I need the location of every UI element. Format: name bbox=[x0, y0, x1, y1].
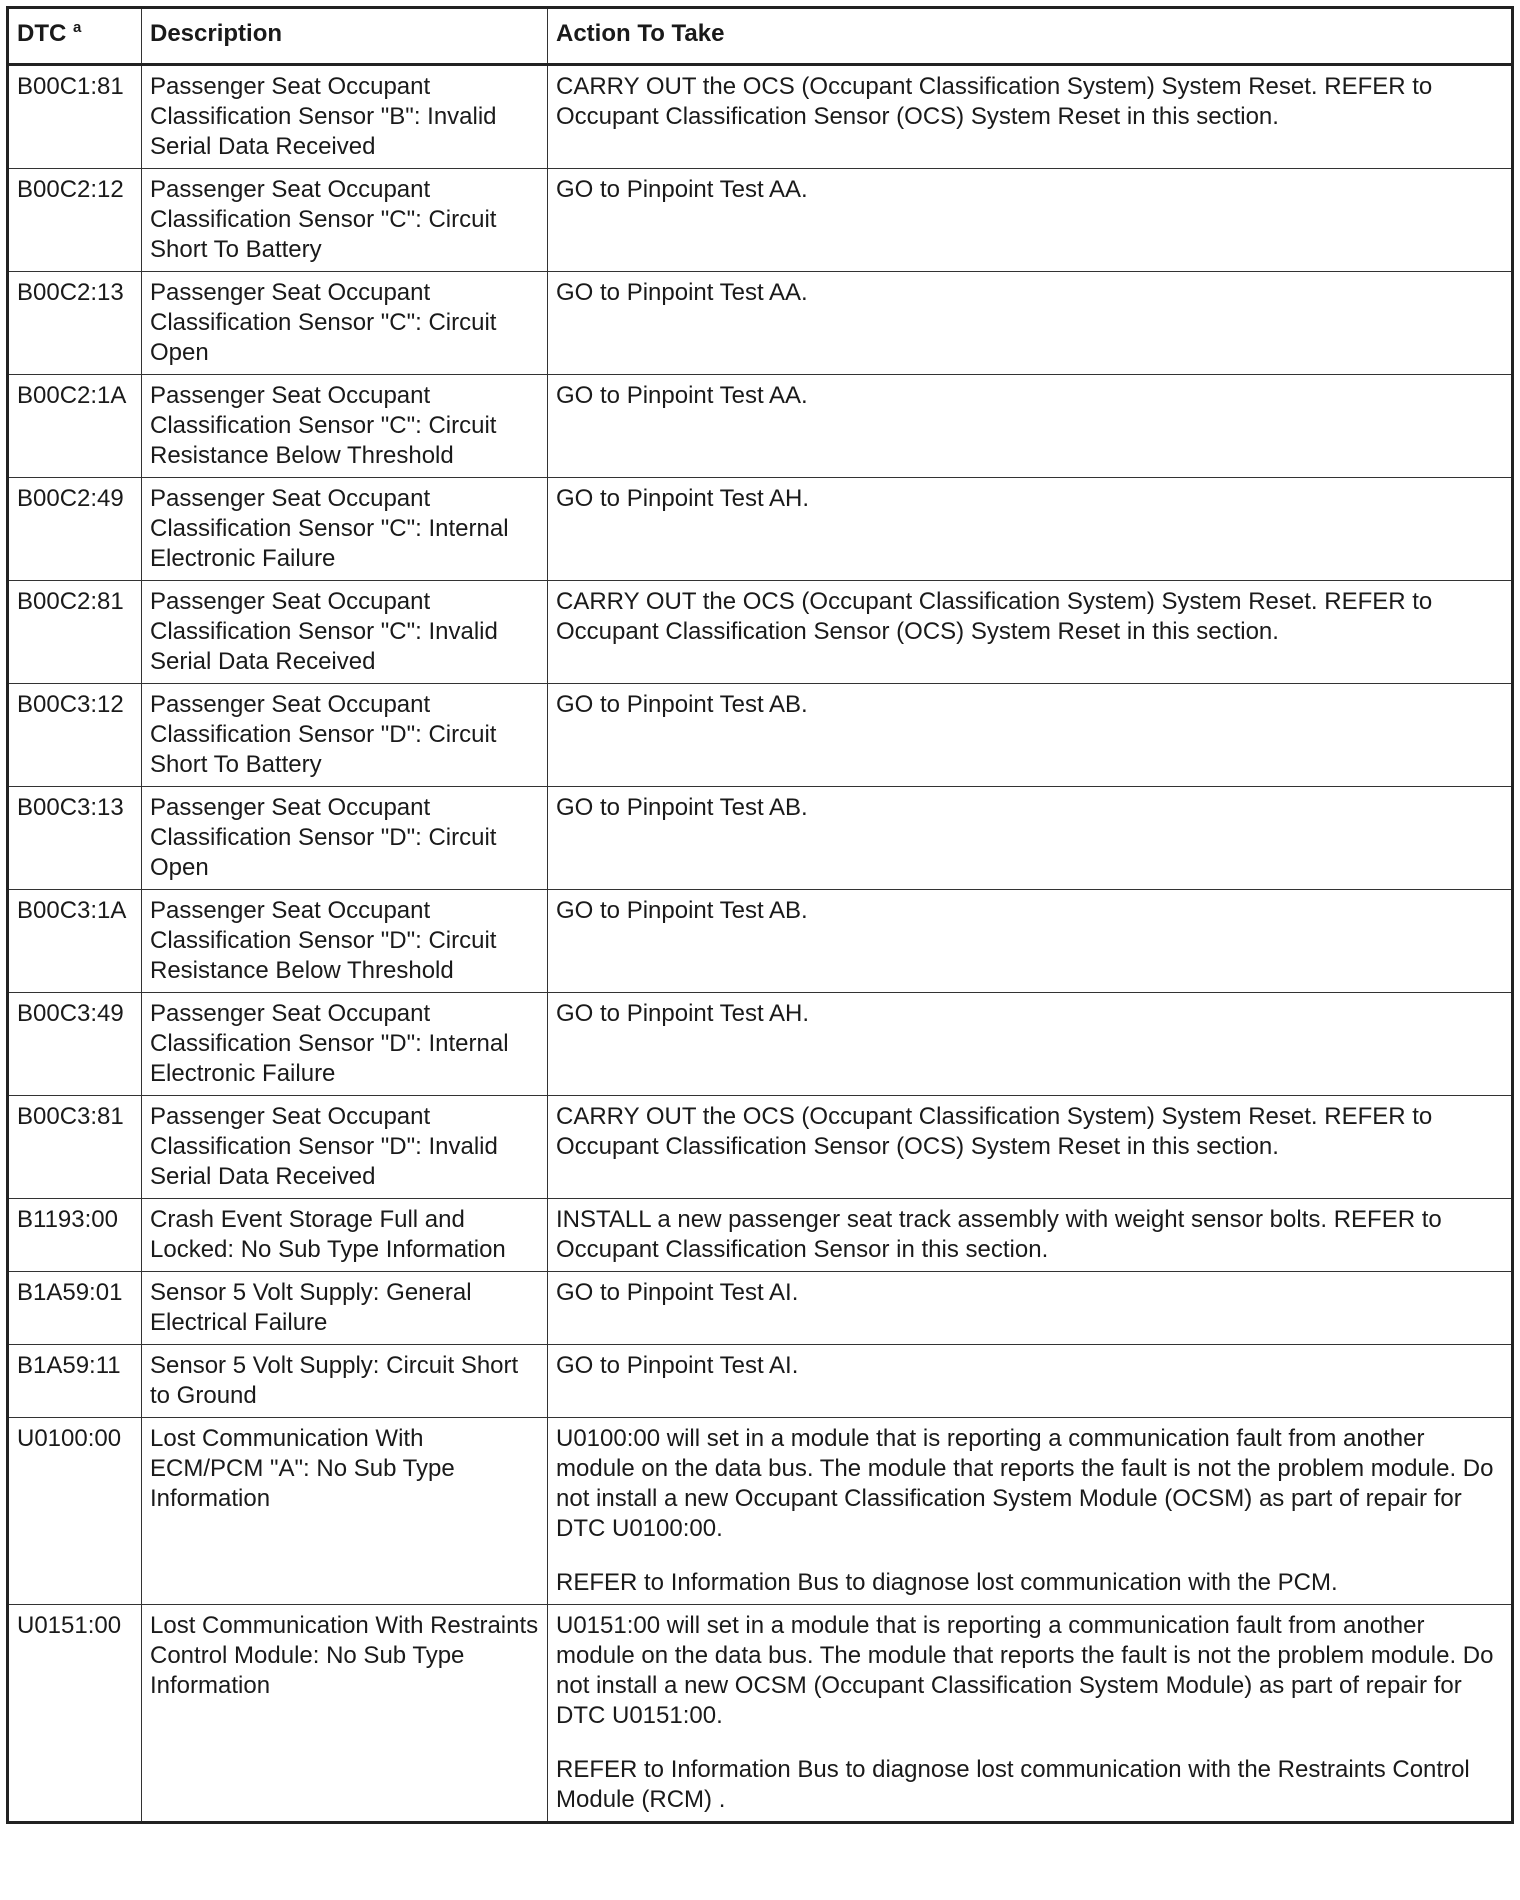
dtc-header-footnote-marker: a bbox=[73, 19, 82, 36]
description-cell: Passenger Seat Occupant Classification Sensor "D": Circuit Resistance Below Threshold bbox=[142, 890, 548, 993]
table-row bbox=[8, 787, 1513, 890]
dtc-code-cell: U0151:00 bbox=[8, 1605, 142, 1823]
dtc-code-cell: B1193:00 bbox=[8, 1199, 142, 1272]
table-row bbox=[8, 890, 1513, 993]
column-header-action: Action To Take bbox=[548, 8, 1513, 65]
table-row bbox=[8, 993, 1513, 1096]
action-cell bbox=[548, 1345, 1513, 1418]
dtc-table bbox=[6, 6, 1514, 1824]
column-header-dtc bbox=[8, 8, 142, 65]
action-cell bbox=[548, 1418, 1513, 1605]
action-paragraph: GO to Pinpoint Test AI. bbox=[556, 1279, 799, 1306]
table-row bbox=[8, 1605, 1513, 1823]
table-row bbox=[8, 65, 1513, 169]
description-cell: Passenger Seat Occupant Classification Sensor "D": Circuit Open bbox=[142, 787, 548, 890]
dtc-code-cell: B1A59:01 bbox=[8, 1272, 142, 1345]
action-paragraph: GO to Pinpoint Test AA. bbox=[556, 279, 808, 306]
table-row bbox=[8, 1345, 1513, 1418]
description-cell: Passenger Seat Occupant Classification Sensor "C": Circuit Short To Battery bbox=[142, 169, 548, 272]
action-cell bbox=[548, 1272, 1513, 1345]
dtc-code-cell: U0100:00 bbox=[8, 1418, 142, 1605]
dtc-code-cell: B00C3:1A bbox=[8, 890, 142, 993]
dtc-code-cell: B00C2:12 bbox=[8, 169, 142, 272]
table-row bbox=[8, 684, 1513, 787]
dtc-code-cell: B00C2:49 bbox=[8, 478, 142, 581]
dtc-code-cell: B00C3:13 bbox=[8, 787, 142, 890]
action-cell bbox=[548, 478, 1513, 581]
action-cell bbox=[548, 1096, 1513, 1199]
dtc-code-cell: B00C2:13 bbox=[8, 272, 142, 375]
table-header-row bbox=[8, 8, 1513, 65]
action-paragraph: U0151:00 will set in a module that is reporting a communication fault from another module on the data bus. The module that reports the fault is not the problem module. Do not install a new OCSM (Occupant Classification System Module) as part of repair for DTC U0151:00. bbox=[556, 1612, 1494, 1729]
table-row bbox=[8, 169, 1513, 272]
description-cell: Passenger Seat Occupant Classification Sensor "C": Internal Electronic Failure bbox=[142, 478, 548, 581]
description-cell: Sensor 5 Volt Supply: General Electrical Failure bbox=[142, 1272, 548, 1345]
action-paragraph: CARRY OUT the OCS (Occupant Classification System) System Reset. REFER to Occupant Classification Sensor (OCS) System Reset in this section. bbox=[556, 73, 1433, 130]
description-cell: Lost Communication With ECM/PCM "A": No Sub Type Information bbox=[142, 1418, 548, 1605]
action-paragraph: CARRY OUT the OCS (Occupant Classification System) System Reset. REFER to Occupant Classification Sensor (OCS) System Reset in this section. bbox=[556, 588, 1433, 645]
table-row bbox=[8, 1272, 1513, 1345]
action-paragraph: GO to Pinpoint Test AB. bbox=[556, 691, 808, 718]
description-cell: Passenger Seat Occupant Classification Sensor "B": Invalid Serial Data Received bbox=[142, 65, 548, 169]
table-body bbox=[8, 65, 1513, 1823]
action-paragraph: U0100:00 will set in a module that is reporting a communication fault from another module on the data bus. The module that reports the fault is not the problem module. Do not install a new Occupant Classification System Module (OCSM) as part of repair for DTC U0100:00. bbox=[556, 1425, 1494, 1542]
description-cell: Passenger Seat Occupant Classification Sensor "D": Internal Electronic Failure bbox=[142, 993, 548, 1096]
description-cell: Passenger Seat Occupant Classification Sensor "D": Invalid Serial Data Received bbox=[142, 1096, 548, 1199]
action-cell bbox=[548, 993, 1513, 1096]
action-cell bbox=[548, 272, 1513, 375]
table-row bbox=[8, 1096, 1513, 1199]
action-paragraph: GO to Pinpoint Test AH. bbox=[556, 1000, 810, 1027]
action-cell bbox=[548, 65, 1513, 169]
action-cell bbox=[548, 1199, 1513, 1272]
action-cell bbox=[548, 581, 1513, 684]
table-row bbox=[8, 1418, 1513, 1605]
table-row bbox=[8, 478, 1513, 581]
action-cell bbox=[548, 684, 1513, 787]
action-paragraph: GO to Pinpoint Test AI. bbox=[556, 1352, 799, 1379]
action-cell bbox=[548, 1605, 1513, 1823]
description-cell: Passenger Seat Occupant Classification Sensor "C": Invalid Serial Data Received bbox=[142, 581, 548, 684]
description-cell: Passenger Seat Occupant Classification Sensor "C": Circuit Resistance Below Threshold bbox=[142, 375, 548, 478]
action-paragraph: GO to Pinpoint Test AA. bbox=[556, 176, 808, 203]
dtc-code-cell: B00C3:81 bbox=[8, 1096, 142, 1199]
dtc-code-cell: B00C3:49 bbox=[8, 993, 142, 1096]
dtc-code-cell: B00C3:12 bbox=[8, 684, 142, 787]
action-paragraph: REFER to Information Bus to diagnose lost communication with the Restraints Control Module (RCM) . bbox=[556, 1756, 1470, 1813]
description-cell: Sensor 5 Volt Supply: Circuit Short to Ground bbox=[142, 1345, 548, 1418]
dtc-code-cell: B00C1:81 bbox=[8, 65, 142, 169]
action-cell bbox=[548, 375, 1513, 478]
dtc-code-cell: B1A59:11 bbox=[8, 1345, 142, 1418]
action-cell bbox=[548, 890, 1513, 993]
description-cell: Passenger Seat Occupant Classification Sensor "C": Circuit Open bbox=[142, 272, 548, 375]
table-row bbox=[8, 375, 1513, 478]
description-cell: Lost Communication With Restraints Control Module: No Sub Type Information bbox=[142, 1605, 548, 1823]
dtc-code-cell: B00C2:1A bbox=[8, 375, 142, 478]
action-paragraph: GO to Pinpoint Test AB. bbox=[556, 794, 808, 821]
action-paragraph: GO to Pinpoint Test AA. bbox=[556, 382, 808, 409]
action-paragraph: INSTALL a new passenger seat track assembly with weight sensor bolts. REFER to Occupant Classification Sensor in this section. bbox=[556, 1206, 1442, 1263]
table-row bbox=[8, 581, 1513, 684]
action-paragraph: CARRY OUT the OCS (Occupant Classification System) System Reset. REFER to Occupant Classification Sensor (OCS) System Reset in this section. bbox=[556, 1103, 1433, 1160]
dtc-code-cell: B00C2:81 bbox=[8, 581, 142, 684]
description-cell: Passenger Seat Occupant Classification Sensor "D": Circuit Short To Battery bbox=[142, 684, 548, 787]
action-paragraph: REFER to Information Bus to diagnose lost communication with the PCM. bbox=[556, 1569, 1338, 1596]
table-row bbox=[8, 272, 1513, 375]
action-cell bbox=[548, 169, 1513, 272]
action-cell bbox=[548, 787, 1513, 890]
table-row bbox=[8, 1199, 1513, 1272]
action-paragraph: GO to Pinpoint Test AH. bbox=[556, 485, 810, 512]
action-paragraph: GO to Pinpoint Test AB. bbox=[556, 897, 808, 924]
column-header-description: Description bbox=[142, 8, 548, 65]
description-cell: Crash Event Storage Full and Locked: No Sub Type Information bbox=[142, 1199, 548, 1272]
dtc-header-label: DTC bbox=[17, 20, 67, 47]
